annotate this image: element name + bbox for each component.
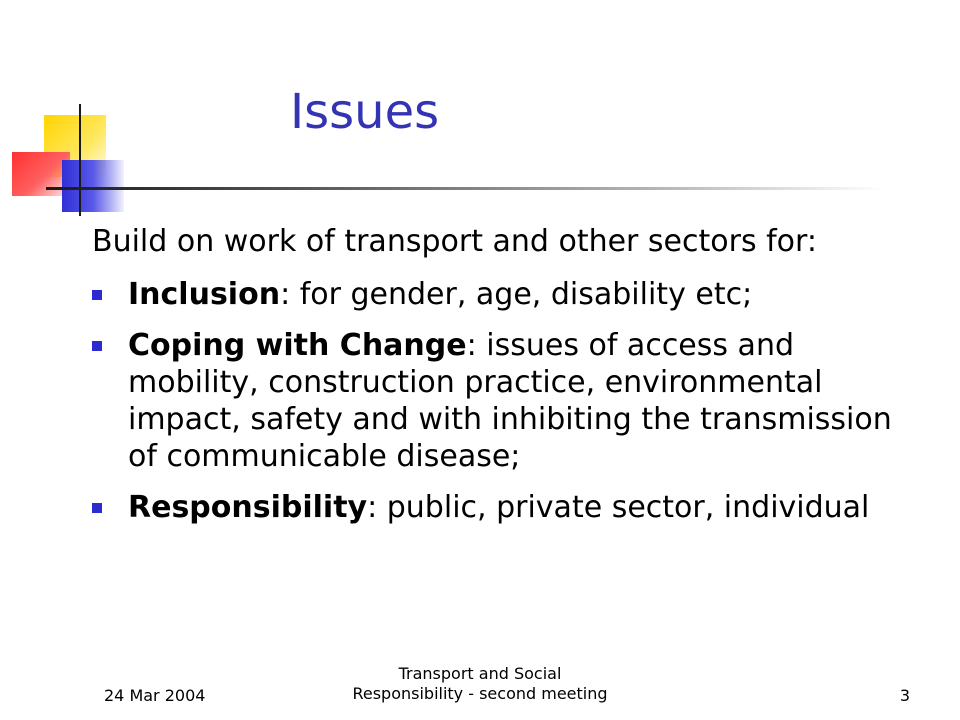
- bullet-term: Coping with Change: [128, 328, 467, 363]
- bullet-term: Responsibility: [128, 490, 368, 525]
- title-underline: [46, 187, 886, 190]
- bullet-square-icon: [92, 290, 102, 300]
- bullet-term: Inclusion: [128, 277, 281, 312]
- page-number: 3: [899, 686, 910, 705]
- bullet-list: [92, 276, 912, 540]
- intro-text: Build on work of transport and other sectors for:: [92, 224, 817, 259]
- bullet-square-icon: [92, 503, 102, 513]
- footer-title-line1: Transport and Social: [398, 664, 562, 683]
- bullet-text: : for gender, age, disability etc;: [280, 277, 753, 312]
- decorative-squares-logo: [0, 0, 140, 230]
- footer-title-line2: Responsibility - second meeting: [352, 684, 608, 703]
- bullet-item-responsibility: [92, 489, 912, 526]
- blue-square-shape: [62, 160, 124, 212]
- vertical-rule: [79, 104, 81, 216]
- bullet-item-coping-with-change: [92, 327, 912, 475]
- slide-title: Issues: [290, 84, 440, 140]
- bullet-item-inclusion: [92, 276, 912, 313]
- footer-date: 24 Mar 2004: [104, 686, 206, 705]
- bullet-square-icon: [92, 341, 102, 351]
- footer-title: [330, 664, 630, 704]
- bullet-text: : public, private sector, individual: [367, 490, 870, 525]
- bullet-text: : issues of access and mobility, construction practice, environmental impact, safety and with inhibiting the transmission of communicable disease;: [128, 328, 892, 474]
